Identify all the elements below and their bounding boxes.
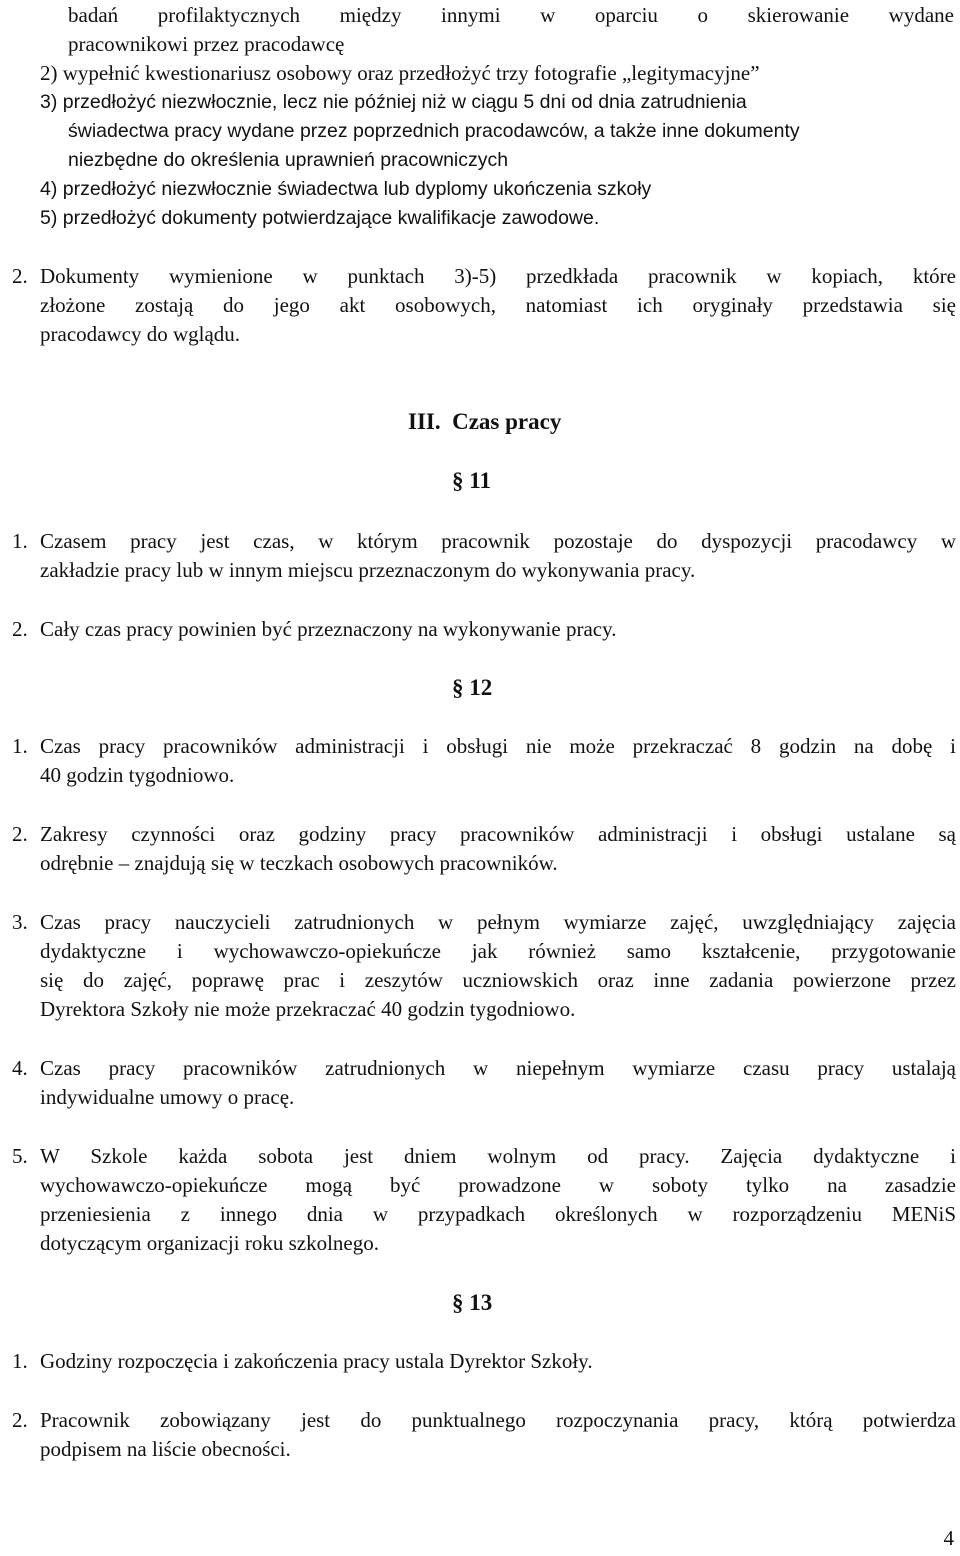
paragraph-line: się do zajęć, poprawę prac i zeszytów uczniowskich oraz inne zadania powierzone przez [40,968,956,992]
paragraph-number: 3. [12,910,28,934]
paragraph-number: 2. [12,1408,28,1432]
paragraph-line: Dyrektora Szkoły nie może przekraczać 40 godzin tygodniowo. [40,997,576,1021]
paragraph-line: dotyczącym organizacji roku szkolnego. [40,1231,379,1255]
chapter-heading: III. Czas pracy [408,409,562,434]
paragraph-line: 40 godzin tygodniowo. [40,763,235,787]
paragraph-line: Dokumenty wymienione w punktach 3)-5) przedkłada pracownik w kopiach, które [40,264,956,288]
section-symbol: § [452,675,464,700]
paragraph-number: 2. [12,617,28,641]
paragraph-line: W Szkole każda sobota jest dniem wolnym od pracy. Zajęcia dydaktyczne i [40,1144,956,1168]
list-continuation-line: pracownikowi przez pracodawcę [68,32,345,56]
section-heading-13 [452,1288,492,1318]
section-number: 13 [469,1290,493,1315]
paragraph-line: Godziny rozpoczęcia i zakończenia pracy ustala Dyrektor Szkoły. [40,1349,593,1373]
paragraph-number: 1. [12,734,28,758]
list-continuation-line: badań profilaktycznych między innymi w oparciu o skierowanie wydane [68,3,954,27]
paragraph-number: 2. [12,264,28,288]
paragraph-line: pracodawcy do wglądu. [40,322,241,346]
paragraph-line: Zakresy czynności oraz godziny pracy pracowników administracji i obsługi ustalane są [40,822,956,846]
paragraph-number: 5. [12,1144,28,1168]
list-item-4: 4) przedłożyć niezwłocznie świadectwa lub dyplomy ukończenia szkoły [40,178,652,200]
paragraph-line: dydaktyczne i wychowawczo-opiekuńcze jak również samo kształcenie, przygotowanie [40,939,956,963]
paragraph-line: Czas pracy pracowników administracji i obsługi nie może przekraczać 8 godzin na dobę i [40,734,956,758]
section-number: 12 [469,675,493,700]
paragraph-line: Czasem pracy jest czas, w którym pracownik pozostaje do dyspozycji pracodawcy w [40,529,956,553]
paragraph-line: indywidualne umowy o pracę. [40,1085,295,1109]
paragraph-number: 4. [12,1056,28,1080]
paragraph-number: 2. [12,822,28,846]
list-item-5: 5) przedłożyć dokumenty potwierdzające kwalifikacje zawodowe. [40,207,600,229]
paragraph-line: Czas pracy pracowników zatrudnionych w niepełnym wymiarze czasu pracy ustalają [40,1056,956,1080]
paragraph-line: złożone zostają do jego akt osobowych, natomiast ich oryginały przedstawia się [40,293,956,317]
paragraph-number: 1. [12,529,28,553]
section-symbol: § [452,468,464,493]
paragraph-line: podpisem na liście obecności. [40,1437,291,1461]
section-heading-12 [452,673,492,703]
list-item-3-cont: niezbędne do określenia uprawnień pracowniczych [68,149,509,171]
paragraph-line: przeniesienia z innego dnia w przypadkach określonych w rozporządzeniu MENiS [40,1202,956,1226]
paragraph-number: 1. [12,1349,28,1373]
page-number: 4 [943,1526,954,1550]
section-number: 11 [469,468,491,493]
section-symbol: § [452,1290,464,1315]
paragraph-line: odrębnie – znajdują się w teczkach osobowych pracowników. [40,851,558,875]
paragraph-line: Czas pracy nauczycieli zatrudnionych w pełnym wymiarze zajęć, uwzględniający zajęcia [40,910,956,934]
list-item-3-cont: świadectwa pracy wydane przez poprzednich pracodawców, a także inne dokumenty [68,120,800,142]
paragraph-line: zakładzie pracy lub w innym miejscu przeznaczonym do wykonywania pracy. [40,558,696,582]
paragraph-line: Pracownik zobowiązany jest do punktualnego rozpoczynania pracy, którą potwierdza [40,1408,956,1432]
section-heading-11 [452,466,491,496]
paragraph-line: wychowawczo-opiekuńcze mogą być prowadzone w soboty tylko na zasadzie [40,1173,956,1197]
paragraph-line: Cały czas pracy powinien być przeznaczony na wykonywanie pracy. [40,617,617,641]
list-item-3: 3) przedłożyć niezwłocznie, lecz nie później niż w ciągu 5 dni od dnia zatrudnienia [40,91,747,113]
list-item-2: 2) wypełnić kwestionariusz osobowy oraz przedłożyć trzy fotografie „legitymacyjne” [40,61,760,85]
